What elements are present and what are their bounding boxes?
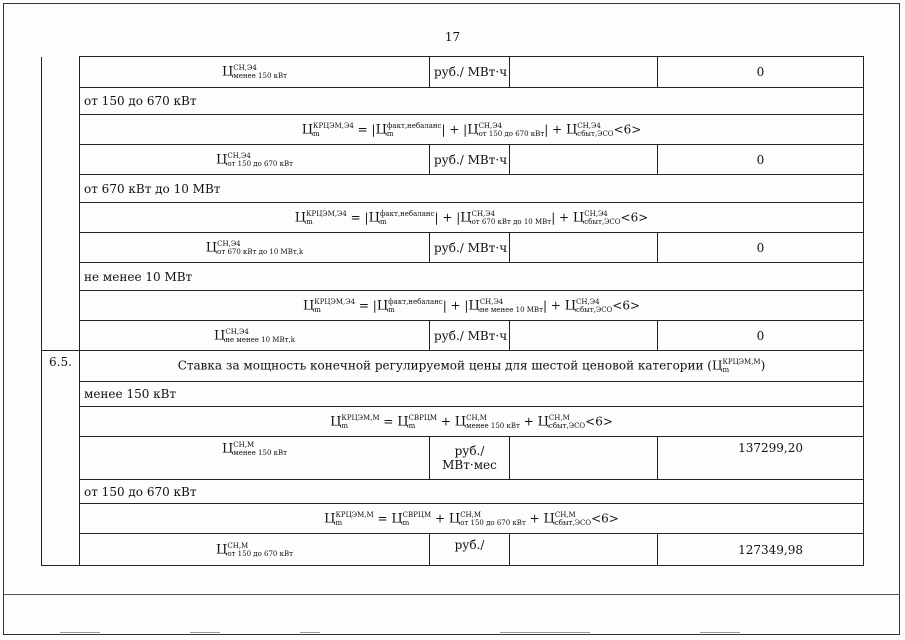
value-cell: 0 bbox=[658, 57, 864, 88]
formula-cell: Ц КРЦЭМ,Э4 m = |Ц факт,небаланс m | + |Ц СН,Э4 от 150 до 670 кВт | + Ц СН,Э4 сбыт,ЭСО <6> bbox=[80, 115, 864, 145]
page-number: 17 bbox=[444, 30, 461, 44]
range-header: от 150 до 670 кВт bbox=[80, 88, 864, 115]
section-title-text: Ставка за мощность конечной регулируемой цены для шестой ценовой категории (Ц bbox=[177, 358, 723, 373]
empty-cell bbox=[510, 57, 658, 88]
range-header: менее 150 кВт bbox=[80, 382, 864, 407]
table-row bbox=[42, 382, 864, 407]
unit-cell: руб./ МВт·мес bbox=[430, 437, 510, 480]
empty-cell bbox=[510, 534, 658, 566]
table-row bbox=[42, 437, 864, 480]
section-number: 6.5. bbox=[42, 351, 80, 566]
scan-artifact bbox=[700, 632, 740, 633]
value-cell: 0 bbox=[658, 321, 864, 351]
symbol-cell: Ц СН,М менее 150 кВт bbox=[80, 437, 430, 480]
formula-cell: Ц КРЦЭМ,М m = Ц СВРЦМ m + Ц СН,М менее 150 кВт + Ц СН,М сбыт,ЭСО <6> bbox=[80, 407, 864, 437]
symbol-cell: Ц СН,Э4 не менее 10 МВт,k bbox=[80, 321, 430, 351]
formula-cell: Ц КРЦЭМ,Э4 m = |Ц факт,небаланс m | + |Ц СН,Э4 от 670 кВт до 10 МВт | + Ц СН,Э4 сбыт,ЭСО <6> bbox=[80, 203, 864, 233]
table-row bbox=[42, 263, 864, 291]
table-row bbox=[42, 407, 864, 437]
section-title: Ставка за мощность конечной регулируемой цены для шестой ценовой категории (Ц КРЦЭМ,М m ) bbox=[80, 351, 864, 382]
scan-artifact bbox=[190, 632, 220, 633]
range-header: от 150 до 670 кВт bbox=[80, 480, 864, 504]
unit-cell: руб./ МВт·ч bbox=[430, 57, 510, 88]
empty-cell bbox=[510, 233, 658, 263]
table-row bbox=[42, 504, 864, 534]
symbol-cell: Ц СН,М от 150 до 670 кВт bbox=[80, 534, 430, 566]
table-row bbox=[42, 291, 864, 321]
tariff-table bbox=[41, 56, 864, 566]
scan-artifact bbox=[500, 632, 590, 633]
table-row bbox=[42, 534, 864, 566]
table-row bbox=[42, 175, 864, 203]
symbol-sub: менее 150 кВт bbox=[233, 72, 288, 80]
table-row bbox=[42, 321, 864, 351]
unit-cell: руб./ bbox=[430, 534, 510, 566]
scan-artifact bbox=[300, 632, 320, 633]
symbol-cell: Ц СН,Э4 от 150 до 670 кВт bbox=[80, 145, 430, 175]
scan-artifact bbox=[60, 632, 100, 633]
value-cell: 137299,20 bbox=[658, 437, 864, 480]
value-cell: 0 bbox=[658, 233, 864, 263]
table-row bbox=[42, 203, 864, 233]
empty-cell bbox=[510, 437, 658, 480]
empty-cell bbox=[510, 321, 658, 351]
formula-cell: Ц КРЦЭМ,М m = Ц СВРЦМ m + Ц СН,М от 150 до 670 кВт + Ц СН,М сбыт,ЭСО <6> bbox=[80, 504, 864, 534]
table-row bbox=[42, 88, 864, 115]
row-number-blank bbox=[42, 57, 80, 351]
table-row bbox=[42, 480, 864, 504]
table-row bbox=[42, 233, 864, 263]
value-cell: 0 bbox=[658, 145, 864, 175]
table-row bbox=[42, 57, 864, 88]
table-row bbox=[42, 145, 864, 175]
table-row bbox=[42, 115, 864, 145]
symbol: Ц bbox=[221, 64, 234, 80]
symbol-sup: СН,Э4 bbox=[233, 64, 257, 72]
unit-cell: руб./ МВт·ч bbox=[430, 145, 510, 175]
unit-cell: руб./ МВт·ч bbox=[430, 321, 510, 351]
value-cell: 127349,98 bbox=[658, 534, 864, 566]
symbol-cell bbox=[80, 57, 430, 88]
unit-cell: руб./ МВт·ч bbox=[430, 233, 510, 263]
range-header: не менее 10 МВт bbox=[80, 263, 864, 291]
formula-cell: Ц КРЦЭМ,Э4 m = |Ц факт,небаланс m | + |Ц СН,Э4 не менее 10 МВт | + Ц СН,Э4 сбыт,ЭСО <6> bbox=[80, 291, 864, 321]
footer-rule bbox=[3, 594, 900, 595]
symbol-cell: Ц СН,Э4 от 670 кВт до 10 МВт,k bbox=[80, 233, 430, 263]
range-header: от 670 кВт до 10 МВт bbox=[80, 175, 864, 203]
empty-cell bbox=[510, 145, 658, 175]
table-row bbox=[42, 351, 864, 382]
